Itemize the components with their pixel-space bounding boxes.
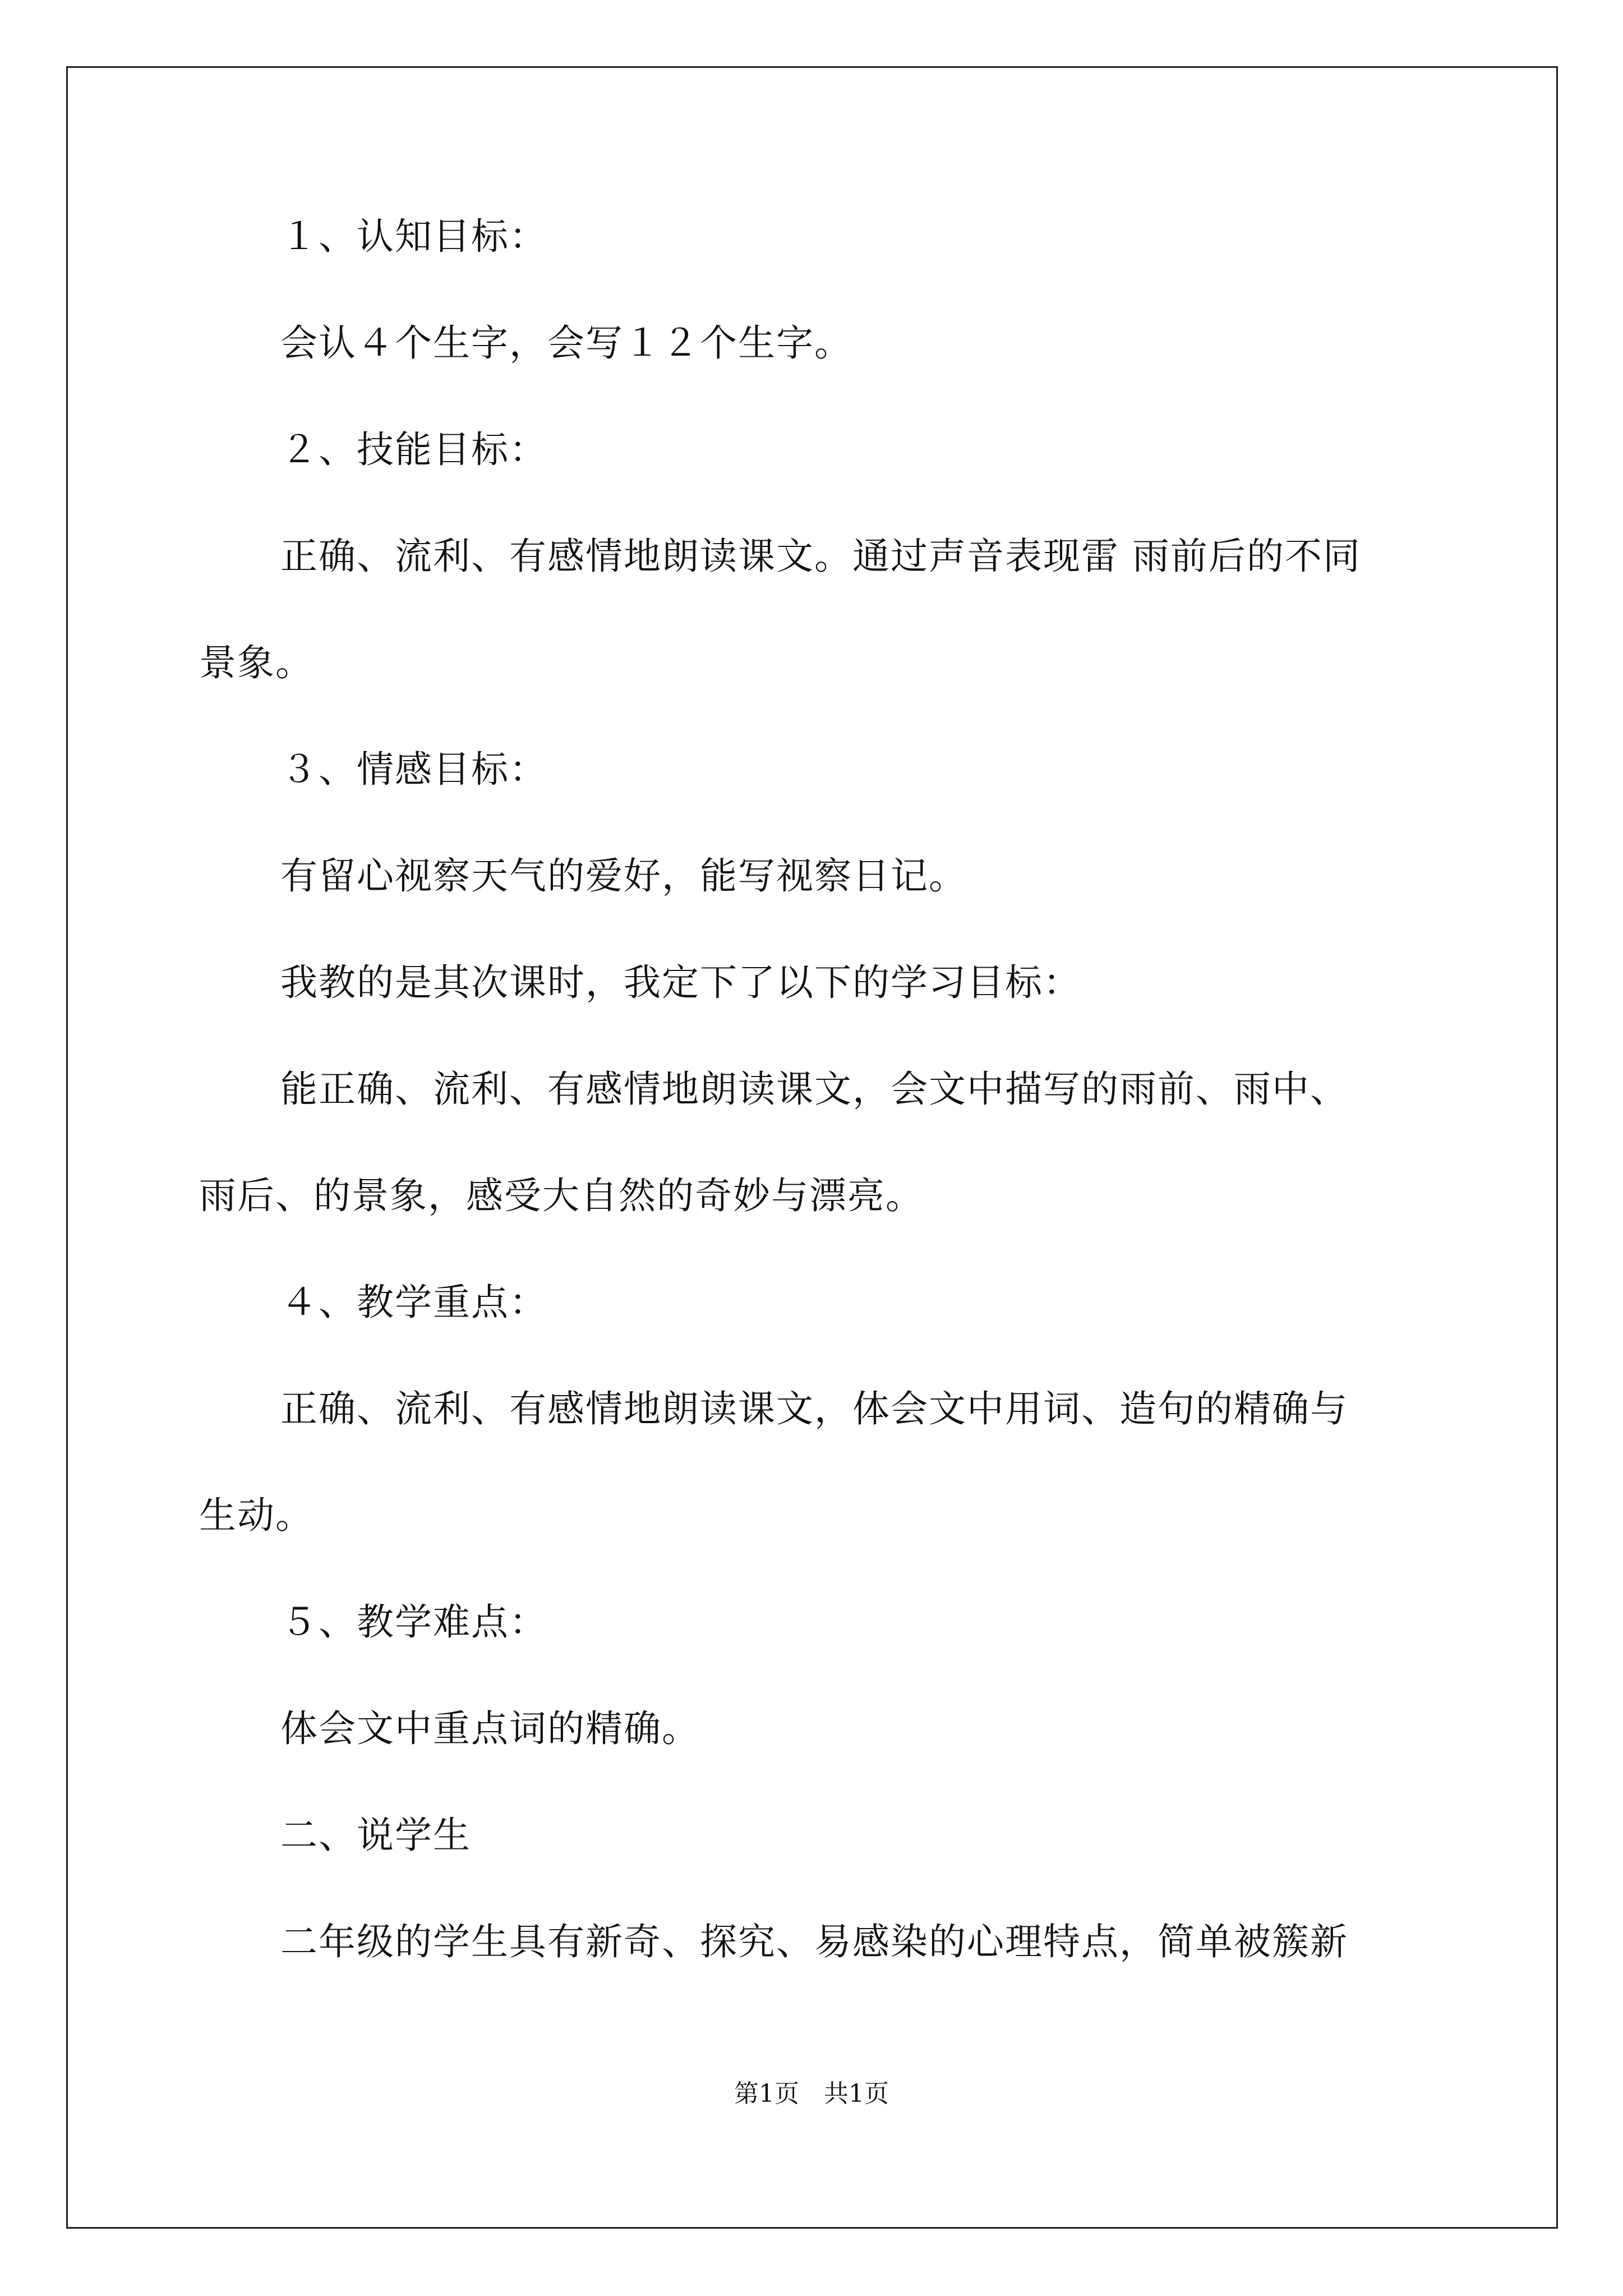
paragraph-emotion-goal: 有留心视察天气的爱好，能写视察日记。 — [280, 854, 967, 898]
heading-cognitive-goal: １、认知目标： — [280, 215, 547, 258]
paragraph-cognitive-goal: 会认４个生字，会写１２个生字。 — [280, 321, 852, 365]
heading-emotion-goal: ３、情感目标： — [280, 748, 547, 791]
paragraph-lesson-goal-line-2: 雨后、的景象，感受大自然的奇妙与漂亮。 — [199, 1174, 924, 1217]
heading-teaching-focus: ４、教学重点： — [280, 1281, 547, 1324]
page-border — [66, 66, 1558, 2229]
heading-skill-goal: ２、技能目标： — [280, 428, 547, 471]
paragraph-lesson-goal-line-1: 能正确、流利、有感情地朗读课文，会文中描写的雨前、雨中、 — [280, 1068, 1348, 1111]
paragraph-teaching-focus-line-1: 正确、流利、有感情地朗读课文，体会文中用词、造句的精确与 — [280, 1387, 1348, 1430]
heading-about-students: 二、说学生 — [280, 1814, 471, 1857]
paragraph-teaching-difficulty: 体会文中重点词的精确。 — [280, 1707, 700, 1750]
paragraph-about-students: 二年级的学生具有新奇、探究、易感染的心理特点，简单被簇新 — [280, 1920, 1348, 1963]
heading-teaching-difficulty: ５、教学难点： — [280, 1600, 547, 1644]
paragraph-lesson-goal-intro: 我教的是其次课时，我定下了以下的学习目标： — [280, 961, 1081, 1004]
page-footer: 第1页 共1页 — [734, 2079, 889, 2108]
paragraph-skill-goal-line-2: 景象。 — [199, 641, 313, 684]
paragraph-teaching-focus-line-2: 生动。 — [199, 1494, 313, 1537]
paragraph-skill-goal-line-1: 正确、流利、有感情地朗读课文。通过声音表现雷 雨前后的不同 — [280, 535, 1361, 578]
